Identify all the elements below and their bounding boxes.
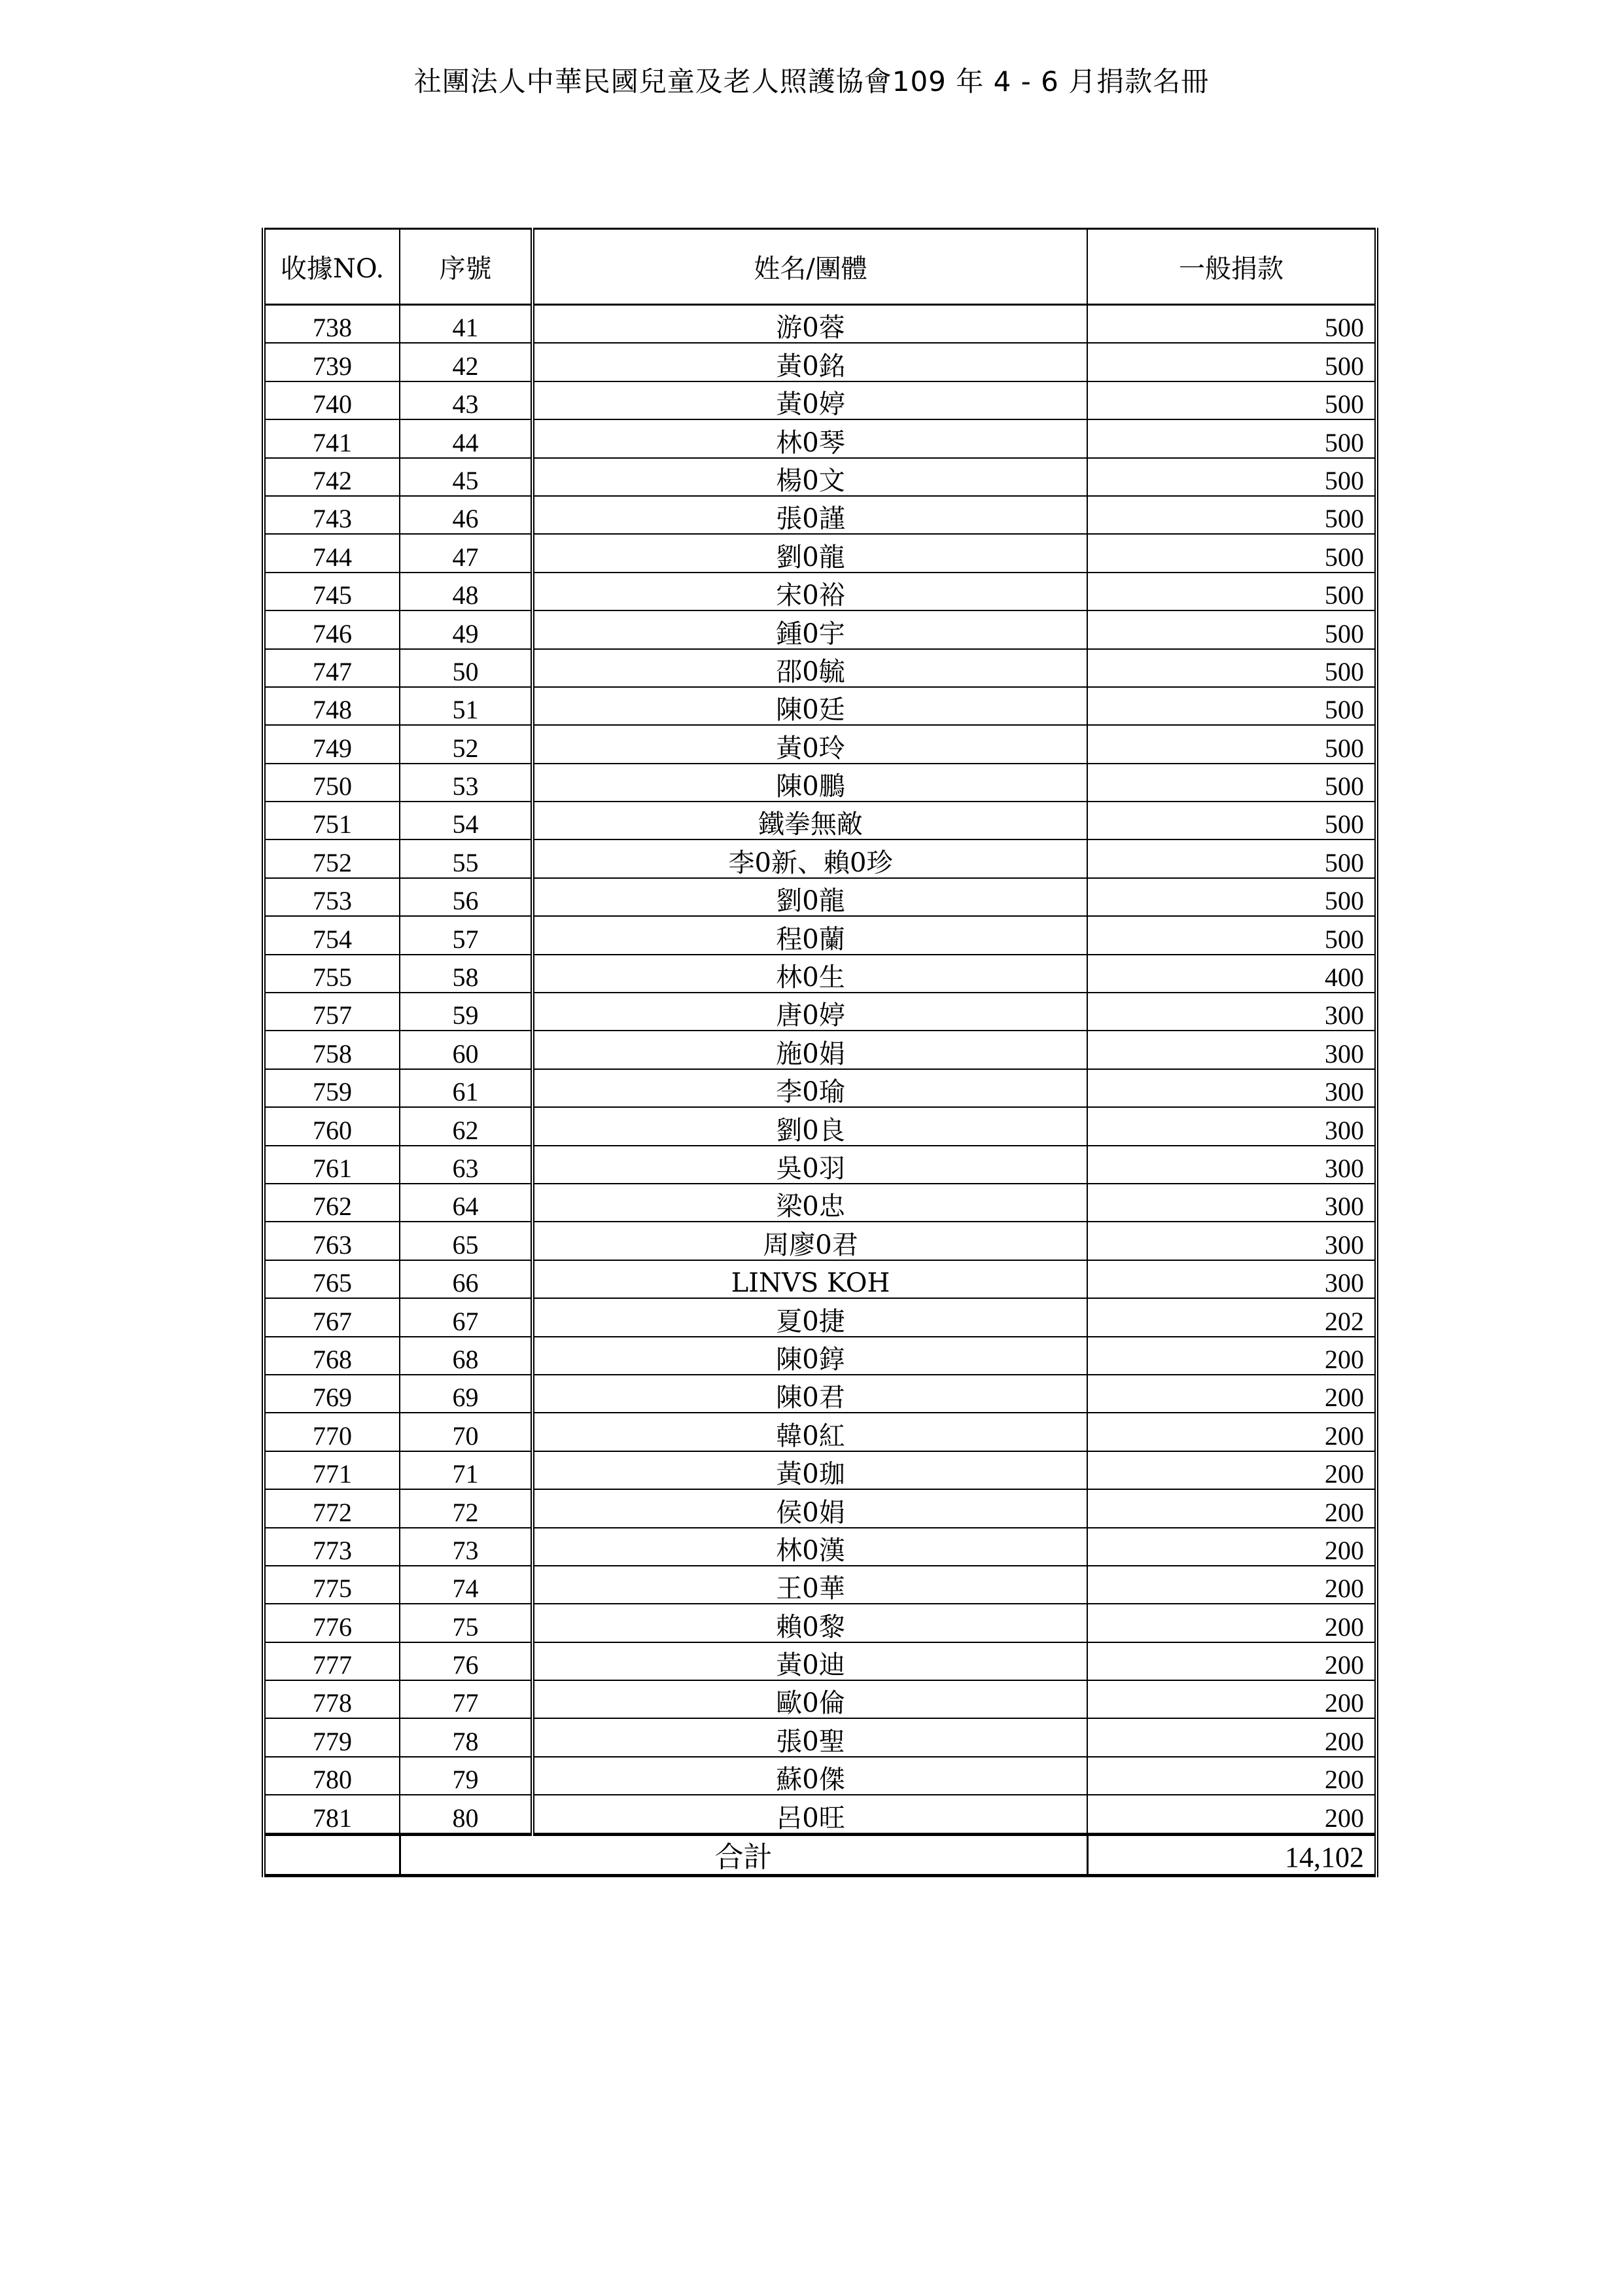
seq-cell: 77 — [400, 1680, 532, 1718]
donor-name-cell: 黃0珈 — [532, 1451, 1087, 1489]
receipt-no-cell: 778 — [264, 1680, 400, 1718]
receipt-no-cell: 776 — [264, 1604, 400, 1642]
table-row — [264, 1031, 1376, 1069]
seq-cell: 58 — [400, 955, 532, 993]
table-row — [264, 1489, 1376, 1527]
header-seq: 序號 — [400, 229, 532, 305]
donor-name-cell: 王0華 — [532, 1566, 1087, 1604]
table-row — [264, 573, 1376, 610]
receipt-no-cell: 777 — [264, 1642, 400, 1680]
receipt-no-cell: 767 — [264, 1298, 400, 1336]
seq-cell: 80 — [400, 1795, 532, 1834]
receipt-no-cell: 744 — [264, 534, 400, 572]
receipt-no-cell: 745 — [264, 573, 400, 610]
seq-cell: 69 — [400, 1375, 532, 1413]
header-row — [264, 229, 1376, 305]
receipt-no-cell: 755 — [264, 955, 400, 993]
seq-cell: 67 — [400, 1298, 532, 1336]
amount-cell: 200 — [1087, 1604, 1376, 1642]
receipt-no-cell: 759 — [264, 1069, 400, 1107]
table-footer — [264, 1834, 1376, 1875]
donor-name-cell: 陳0錞 — [532, 1337, 1087, 1375]
receipt-no-cell: 738 — [264, 305, 400, 344]
seq-cell: 79 — [400, 1757, 532, 1795]
seq-cell: 59 — [400, 993, 532, 1031]
amount-cell: 500 — [1087, 573, 1376, 610]
seq-cell: 43 — [400, 381, 532, 419]
table-row — [264, 1604, 1376, 1642]
amount-cell: 200 — [1087, 1451, 1376, 1489]
seq-cell: 48 — [400, 573, 532, 610]
table-row — [264, 1222, 1376, 1260]
donor-name-cell: LINVS KOH — [532, 1260, 1087, 1298]
receipt-no-cell: 750 — [264, 764, 400, 802]
donor-name-cell: 吳0羽 — [532, 1146, 1087, 1184]
amount-cell: 500 — [1087, 381, 1376, 419]
donor-name-cell: 夏0捷 — [532, 1298, 1087, 1336]
amount-cell: 200 — [1087, 1413, 1376, 1451]
amount-cell: 500 — [1087, 878, 1376, 916]
receipt-no-cell: 752 — [264, 839, 400, 877]
amount-cell: 500 — [1087, 802, 1376, 839]
table-row — [264, 1375, 1376, 1413]
amount-cell: 500 — [1087, 305, 1376, 344]
donor-name-cell: 唐0婷 — [532, 993, 1087, 1031]
receipt-no-cell: 754 — [264, 916, 400, 954]
receipt-no-cell: 747 — [264, 649, 400, 687]
receipt-no-cell: 739 — [264, 343, 400, 381]
table-row — [264, 725, 1376, 763]
amount-cell: 300 — [1087, 993, 1376, 1031]
seq-cell: 44 — [400, 419, 532, 457]
amount-cell: 200 — [1087, 1566, 1376, 1604]
seq-cell: 68 — [400, 1337, 532, 1375]
donor-name-cell: 劉0龍 — [532, 878, 1087, 916]
donor-name-cell: 邵0毓 — [532, 649, 1087, 687]
seq-cell: 74 — [400, 1566, 532, 1604]
receipt-no-cell: 742 — [264, 458, 400, 496]
table-row — [264, 878, 1376, 916]
table-row — [264, 1642, 1376, 1680]
amount-cell: 200 — [1087, 1795, 1376, 1834]
receipt-no-cell: 765 — [264, 1260, 400, 1298]
seq-cell: 41 — [400, 305, 532, 344]
table-row — [264, 610, 1376, 648]
total-row — [264, 1834, 1376, 1875]
receipt-no-cell: 746 — [264, 610, 400, 648]
receipt-no-cell: 757 — [264, 993, 400, 1031]
donor-name-cell: 張0謹 — [532, 496, 1087, 534]
seq-cell: 55 — [400, 839, 532, 877]
seq-cell: 65 — [400, 1222, 532, 1260]
amount-cell: 500 — [1087, 839, 1376, 877]
table-row — [264, 1069, 1376, 1107]
table-row — [264, 419, 1376, 457]
amount-cell: 300 — [1087, 1031, 1376, 1069]
table-row — [264, 496, 1376, 534]
receipt-no-cell: 751 — [264, 802, 400, 839]
table-row — [264, 1757, 1376, 1795]
donor-name-cell: 劉0龍 — [532, 534, 1087, 572]
table-row — [264, 1107, 1376, 1145]
table-row — [264, 1680, 1376, 1718]
receipt-no-cell: 763 — [264, 1222, 400, 1260]
amount-cell: 500 — [1087, 458, 1376, 496]
amount-cell: 300 — [1087, 1222, 1376, 1260]
seq-cell: 51 — [400, 687, 532, 725]
donor-name-cell: 林0漢 — [532, 1528, 1087, 1566]
seq-cell: 60 — [400, 1031, 532, 1069]
donor-name-cell: 陳0君 — [532, 1375, 1087, 1413]
receipt-no-cell: 748 — [264, 687, 400, 725]
receipt-no-cell: 769 — [264, 1375, 400, 1413]
amount-cell: 500 — [1087, 725, 1376, 763]
table-row — [264, 802, 1376, 839]
table-row — [264, 458, 1376, 496]
receipt-no-cell: 740 — [264, 381, 400, 419]
seq-cell: 78 — [400, 1718, 532, 1756]
seq-cell: 71 — [400, 1451, 532, 1489]
donor-name-cell: 黃0銘 — [532, 343, 1087, 381]
total-label: 合計 — [400, 1834, 1087, 1875]
amount-cell: 500 — [1087, 649, 1376, 687]
table-row — [264, 343, 1376, 381]
header-name: 姓名/團體 — [532, 229, 1087, 305]
seq-cell: 56 — [400, 878, 532, 916]
receipt-no-cell: 760 — [264, 1107, 400, 1145]
amount-cell: 200 — [1087, 1375, 1376, 1413]
donor-name-cell: 黃0迪 — [532, 1642, 1087, 1680]
receipt-no-cell: 781 — [264, 1795, 400, 1834]
seq-cell: 63 — [400, 1146, 532, 1184]
table-row — [264, 1566, 1376, 1604]
seq-cell: 54 — [400, 802, 532, 839]
amount-cell: 200 — [1087, 1757, 1376, 1795]
amount-cell: 300 — [1087, 1146, 1376, 1184]
table-row — [264, 1795, 1376, 1834]
donor-name-cell: 賴0黎 — [532, 1604, 1087, 1642]
seq-cell: 76 — [400, 1642, 532, 1680]
amount-cell: 200 — [1087, 1642, 1376, 1680]
table-row — [264, 1298, 1376, 1336]
amount-cell: 500 — [1087, 534, 1376, 572]
table-row — [264, 1260, 1376, 1298]
amount-cell: 500 — [1087, 687, 1376, 725]
seq-cell: 72 — [400, 1489, 532, 1527]
donor-name-cell: 林0琴 — [532, 419, 1087, 457]
table-row — [264, 649, 1376, 687]
seq-cell: 52 — [400, 725, 532, 763]
table-row — [264, 1718, 1376, 1756]
amount-cell: 200 — [1087, 1680, 1376, 1718]
amount-cell: 300 — [1087, 1260, 1376, 1298]
donor-name-cell: 陳0廷 — [532, 687, 1087, 725]
total-amount: 14,102 — [1087, 1834, 1376, 1875]
table-row — [264, 1451, 1376, 1489]
seq-cell: 45 — [400, 458, 532, 496]
table-row — [264, 764, 1376, 802]
table-row — [264, 916, 1376, 954]
receipt-no-cell: 762 — [264, 1184, 400, 1222]
seq-cell: 46 — [400, 496, 532, 534]
table-row — [264, 534, 1376, 572]
header-amount: 一般捐款 — [1087, 229, 1376, 305]
donor-name-cell: 韓0紅 — [532, 1413, 1087, 1451]
table-row — [264, 1528, 1376, 1566]
seq-cell: 49 — [400, 610, 532, 648]
receipt-no-cell: 779 — [264, 1718, 400, 1756]
table-body — [264, 305, 1376, 1835]
table-header — [264, 229, 1376, 305]
amount-cell: 200 — [1087, 1337, 1376, 1375]
table-row — [264, 839, 1376, 877]
receipt-no-cell: 780 — [264, 1757, 400, 1795]
seq-cell: 66 — [400, 1260, 532, 1298]
seq-cell: 62 — [400, 1107, 532, 1145]
seq-cell: 57 — [400, 916, 532, 954]
table-row — [264, 993, 1376, 1031]
amount-cell: 200 — [1087, 1528, 1376, 1566]
donor-name-cell: 林0生 — [532, 955, 1087, 993]
donor-name-cell: 侯0娟 — [532, 1489, 1087, 1527]
table-row — [264, 1184, 1376, 1222]
donation-table — [262, 228, 1378, 1877]
seq-cell: 47 — [400, 534, 532, 572]
donor-name-cell: 呂0旺 — [532, 1795, 1087, 1834]
donor-name-cell: 張0聖 — [532, 1718, 1087, 1756]
donor-name-cell: 周廖0君 — [532, 1222, 1087, 1260]
receipt-no-cell: 741 — [264, 419, 400, 457]
table-row — [264, 1413, 1376, 1451]
receipt-no-cell: 770 — [264, 1413, 400, 1451]
receipt-no-cell: 753 — [264, 878, 400, 916]
donor-name-cell: 蘇0傑 — [532, 1757, 1087, 1795]
table-row — [264, 381, 1376, 419]
seq-cell: 75 — [400, 1604, 532, 1642]
receipt-no-cell: 775 — [264, 1566, 400, 1604]
donor-name-cell: 歐0倫 — [532, 1680, 1087, 1718]
donor-name-cell: 宋0裕 — [532, 573, 1087, 610]
receipt-no-cell: 758 — [264, 1031, 400, 1069]
amount-cell: 300 — [1087, 1184, 1376, 1222]
table-row — [264, 687, 1376, 725]
amount-cell: 500 — [1087, 343, 1376, 381]
receipt-no-cell: 771 — [264, 1451, 400, 1489]
table-row — [264, 1146, 1376, 1184]
donor-name-cell: 鐵拳無敵 — [532, 802, 1087, 839]
donor-name-cell: 李0新、賴0珍 — [532, 839, 1087, 877]
table-row — [264, 305, 1376, 344]
seq-cell: 64 — [400, 1184, 532, 1222]
total-blank-cell — [264, 1834, 400, 1875]
amount-cell: 500 — [1087, 496, 1376, 534]
donor-name-cell: 游0蓉 — [532, 305, 1087, 344]
amount-cell: 200 — [1087, 1489, 1376, 1527]
donor-name-cell: 梁0忠 — [532, 1184, 1087, 1222]
receipt-no-cell: 768 — [264, 1337, 400, 1375]
seq-cell: 61 — [400, 1069, 532, 1107]
seq-cell: 53 — [400, 764, 532, 802]
donor-name-cell: 李0瑜 — [532, 1069, 1087, 1107]
donor-name-cell: 黃0婷 — [532, 381, 1087, 419]
document-title: 社團法人中華民國兒童及老人照護協會109 年 4 - 6 月捐款名冊 — [413, 65, 1210, 97]
receipt-no-cell: 749 — [264, 725, 400, 763]
donor-name-cell: 黃0玲 — [532, 725, 1087, 763]
receipt-no-cell: 761 — [264, 1146, 400, 1184]
amount-cell: 500 — [1087, 610, 1376, 648]
seq-cell: 73 — [400, 1528, 532, 1566]
amount-cell: 500 — [1087, 419, 1376, 457]
donor-name-cell: 程0蘭 — [532, 916, 1087, 954]
amount-cell: 202 — [1087, 1298, 1376, 1336]
table-row — [264, 955, 1376, 993]
seq-cell: 50 — [400, 649, 532, 687]
amount-cell: 400 — [1087, 955, 1376, 993]
table-row — [264, 1337, 1376, 1375]
header-receipt-no: 收據NO. — [264, 229, 400, 305]
amount-cell: 500 — [1087, 764, 1376, 802]
amount-cell: 300 — [1087, 1107, 1376, 1145]
seq-cell: 70 — [400, 1413, 532, 1451]
receipt-no-cell: 772 — [264, 1489, 400, 1527]
donor-name-cell: 陳0鵬 — [532, 764, 1087, 802]
donor-name-cell: 施0娟 — [532, 1031, 1087, 1069]
donor-name-cell: 鍾0宇 — [532, 610, 1087, 648]
seq-cell: 42 — [400, 343, 532, 381]
donor-name-cell: 楊0文 — [532, 458, 1087, 496]
donor-name-cell: 劉0良 — [532, 1107, 1087, 1145]
amount-cell: 200 — [1087, 1718, 1376, 1756]
amount-cell: 300 — [1087, 1069, 1376, 1107]
amount-cell: 500 — [1087, 916, 1376, 954]
receipt-no-cell: 743 — [264, 496, 400, 534]
receipt-no-cell: 773 — [264, 1528, 400, 1566]
